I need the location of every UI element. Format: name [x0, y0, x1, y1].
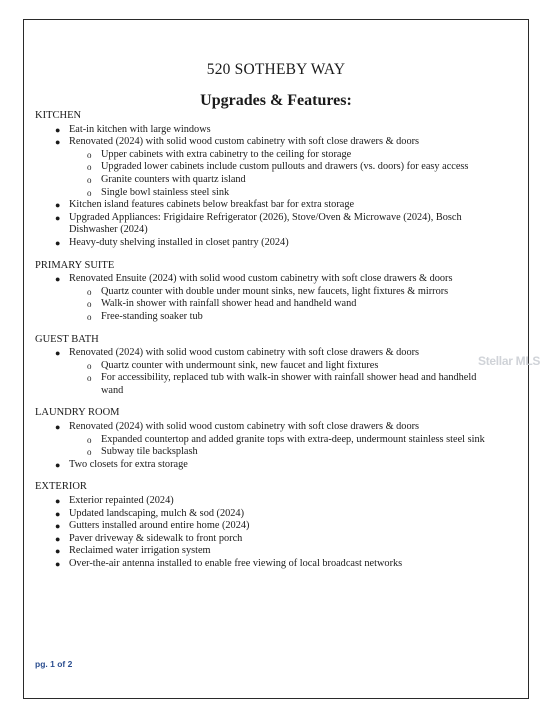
section-heading: EXTERIOR: [35, 481, 87, 493]
section-kitchen: [35, 110, 495, 250]
circle-bullet-icon: o: [87, 149, 92, 160]
list-item: [35, 237, 495, 250]
sub-list-item: [35, 446, 495, 459]
section-heading: LAUNDRY ROOM: [35, 407, 120, 419]
sub-list-item-text: Quartz counter with undermount sink, new faucet and light fixtures: [101, 359, 379, 371]
feature-list: [35, 421, 495, 471]
bullet-icon: ●: [55, 559, 61, 569]
sub-list-item-text: For accessibility, replaced tub with walk-in shower with rainfall shower head and handheld wand: [101, 372, 477, 396]
section-laundry-room: [35, 407, 495, 471]
list-item: [35, 212, 495, 237]
page-subtitle: Upgrades & Features:: [200, 92, 352, 109]
sub-list-item-text: Quartz counter with double under mount sinks, new faucets, light fixtures & mirrors: [101, 285, 449, 297]
circle-bullet-icon: o: [87, 373, 92, 384]
circle-bullet-icon: o: [87, 162, 92, 173]
circle-bullet-icon: o: [87, 360, 92, 371]
list-item: [35, 136, 495, 149]
list-item-text: Renovated (2024) with solid wood custom cabinetry with soft close drawers & doors: [69, 136, 420, 148]
sub-list-item: [35, 298, 495, 311]
circle-bullet-icon: o: [87, 286, 92, 297]
watermark: Stellar MLS: [478, 354, 541, 368]
list-item: [35, 545, 495, 558]
bullet-icon: ●: [55, 124, 61, 135]
list-item: [35, 273, 495, 286]
circle-bullet-icon: o: [87, 174, 92, 185]
sub-list-item-text: Walk-in shower with rainfall shower head and handheld wand: [101, 298, 357, 310]
page-number: pg. 1 of 2: [35, 659, 73, 669]
sub-list-item-text: Single bowl stainless steel sink: [101, 186, 230, 198]
list-item: [35, 520, 495, 533]
bullet-icon: ●: [55, 546, 61, 557]
circle-bullet-icon: o: [87, 187, 92, 198]
list-item: [35, 533, 495, 546]
list-item: [35, 421, 495, 434]
list-item-text: Renovated (2024) with solid wood custom cabinetry with soft close drawers & doors: [69, 347, 420, 359]
list-item: [35, 124, 495, 137]
circle-bullet-icon: o: [87, 299, 92, 310]
list-item-text: Two closets for extra storage: [69, 458, 188, 470]
bullet-icon: ●: [55, 200, 61, 211]
sub-list-item: [35, 174, 495, 187]
sub-list-item: [35, 360, 495, 373]
bullet-icon: ●: [55, 237, 61, 248]
sub-list-item: [35, 149, 495, 162]
circle-bullet-icon: o: [87, 447, 92, 458]
bullet-icon: ●: [55, 137, 61, 148]
sub-list-item: [35, 434, 495, 447]
bullet-icon: ●: [55, 274, 61, 285]
list-item: [35, 508, 495, 521]
bullet-icon: ●: [55, 496, 61, 507]
bullet-icon: ●: [55, 533, 61, 544]
page-title: 520 SOTHEBY WAY: [206, 61, 346, 78]
sub-list-item-text: Upper cabinets with extra cabinetry to the ceiling for storage: [101, 148, 352, 160]
list-item-text: Kitchen island features cabinets below breakfast bar for extra storage: [69, 199, 355, 211]
list-item: [35, 558, 495, 571]
section-exterior: [35, 481, 495, 570]
sub-list-item-text: Free-standing soaker tub: [101, 310, 203, 322]
list-item-text: Heavy-duty shelving installed in closet pantry (2024): [69, 236, 289, 248]
list-item-text: Upgraded Appliances: Frigidaire Refrigerator (2026), Stove/Oven & Microwave (2024), Bosch Dishwasher (2024): [69, 211, 462, 236]
section-heading: GUEST BATH: [35, 333, 99, 345]
list-item: [35, 199, 495, 212]
sub-list-item: [35, 161, 495, 174]
circle-bullet-icon: o: [87, 311, 92, 322]
sub-list-item: [35, 187, 495, 200]
sub-list-item-text: Expanded countertop and added granite tops with extra-deep, undermount stainless steel sink: [101, 433, 485, 445]
sub-list-item: [35, 311, 495, 324]
list-item-text: Exterior repainted (2024): [69, 495, 174, 507]
bullet-icon: ●: [55, 459, 61, 470]
circle-bullet-icon: o: [87, 434, 92, 445]
bullet-icon: ●: [55, 212, 61, 223]
section-guest-bath: [35, 334, 495, 398]
list-item: [35, 347, 495, 360]
sub-list-item: [35, 372, 495, 397]
list-item: [35, 495, 495, 508]
feature-list: [35, 273, 495, 323]
section-heading: KITCHEN: [35, 110, 82, 121]
list-item-text: Reclaimed water irrigation system: [69, 545, 211, 557]
list-item-text: Paver driveway & sidewalk to front porch: [69, 532, 243, 544]
list-item-text: Renovated (2024) with solid wood custom cabinetry with soft close drawers & doors: [69, 421, 420, 433]
bullet-icon: ●: [55, 508, 61, 519]
feature-list: [35, 124, 495, 250]
bullet-icon: ●: [55, 422, 61, 433]
sub-list-item-text: Subway tile backsplash: [101, 446, 198, 458]
list-item-text: Eat-in kitchen with large windows: [69, 123, 211, 135]
sub-list-item-text: Granite counters with quartz island: [101, 173, 246, 185]
feature-list: [35, 347, 495, 397]
sub-list-item-text: Upgraded lower cabinets include custom pullouts and drawers (vs. doors) for easy access: [101, 161, 469, 173]
sub-list-item: [35, 286, 495, 299]
list-item-text: Renovated Ensuite (2024) with solid wood custom cabinetry with soft close drawers & doors: [69, 273, 453, 285]
features-content: [35, 110, 495, 581]
list-item-text: Gutters installed around entire home (2024): [69, 520, 250, 532]
section-primary-suite: [35, 260, 495, 324]
bullet-icon: ●: [55, 348, 61, 359]
list-item-text: Over-the-air antenna installed to enable free viewing of local broadcast networks: [69, 558, 403, 569]
list-item-text: Updated landscaping, mulch & sod (2024): [69, 507, 245, 519]
bullet-icon: ●: [55, 521, 61, 532]
list-item: [35, 459, 495, 472]
section-heading: PRIMARY SUITE: [35, 259, 115, 271]
feature-list: [35, 495, 495, 571]
